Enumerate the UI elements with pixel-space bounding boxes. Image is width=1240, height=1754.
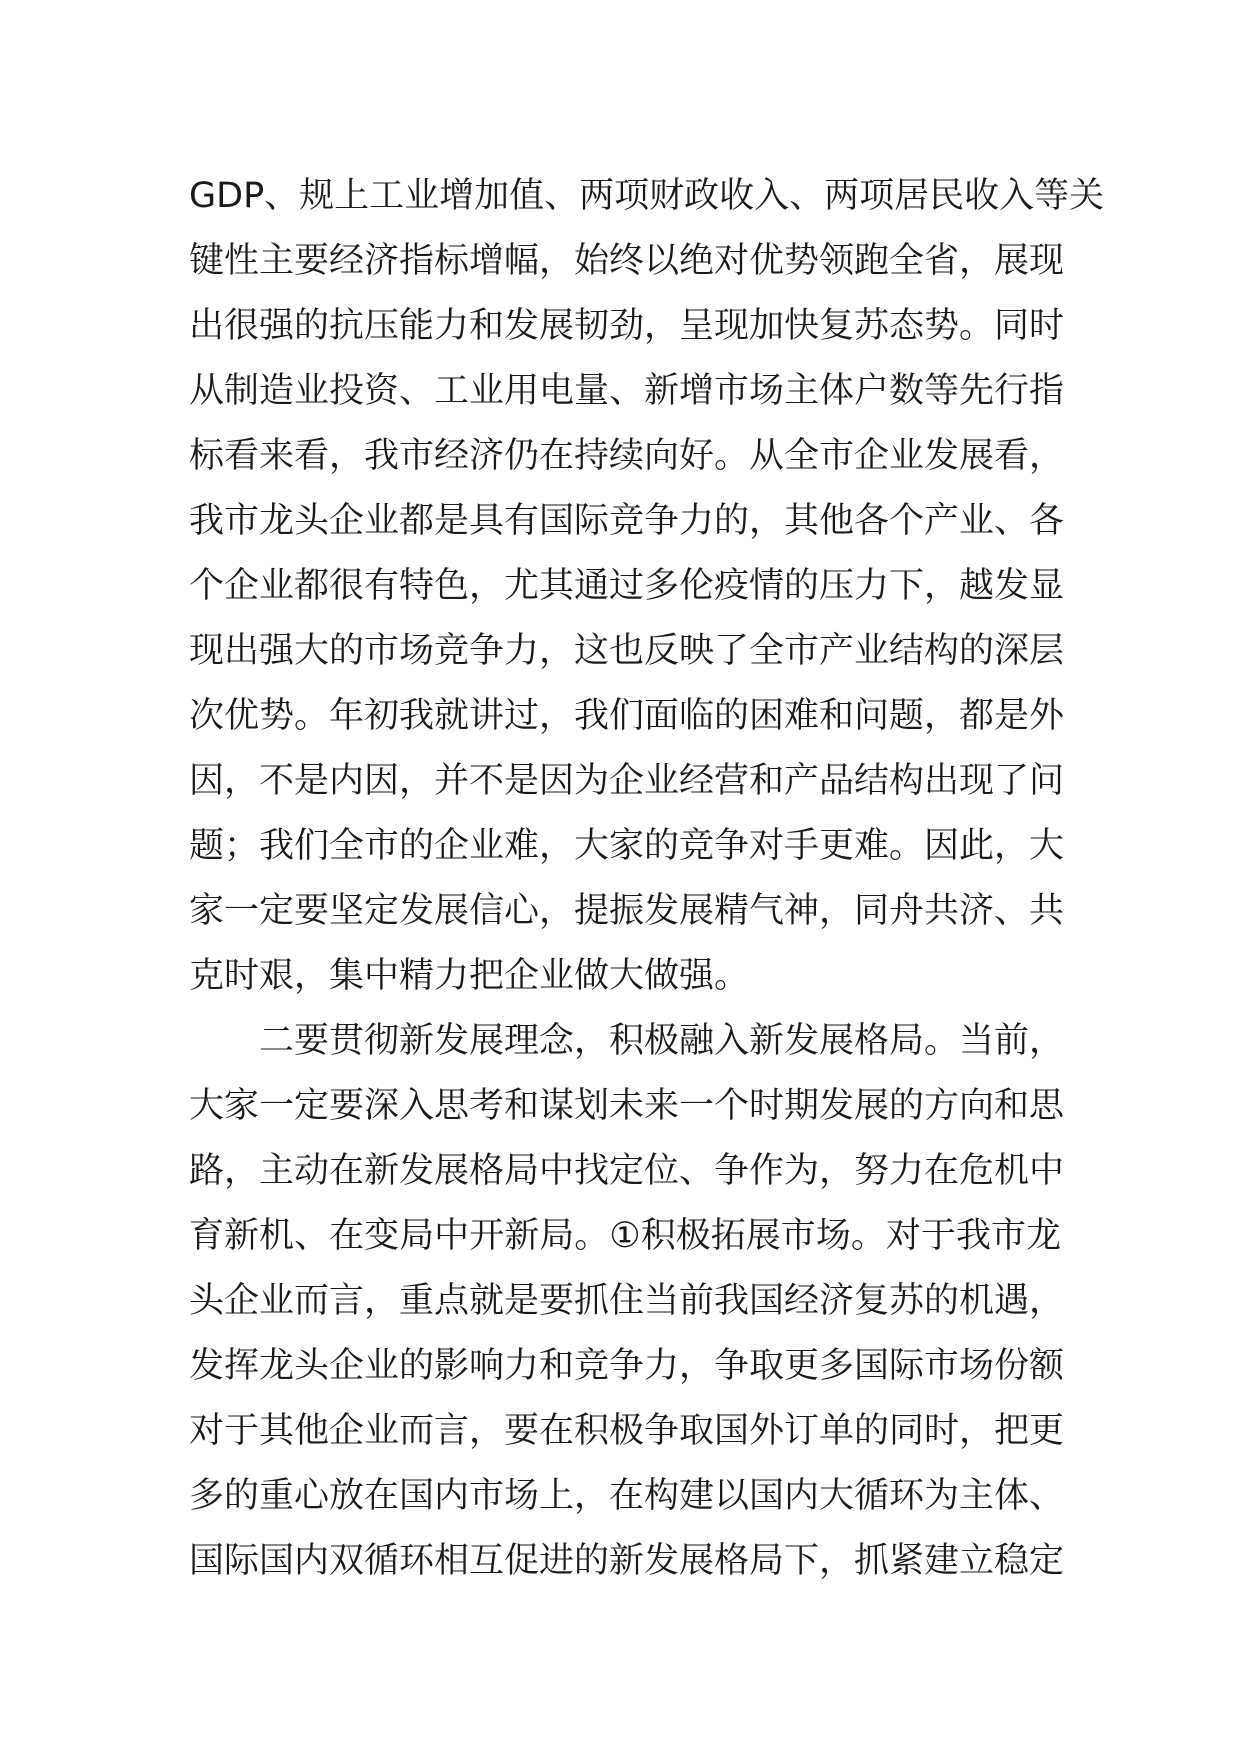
- text-line: 键性主要经济指标增幅，始终以绝对优势领跑全省，展现: [189, 241, 1065, 281]
- text-line: 题；我们全市的企业难，大家的竞争对手更难。因此，大: [189, 826, 1065, 866]
- text-line: 从制造业投资、工业用电量、新增市场主体户数等先行指: [189, 371, 1065, 411]
- text-line: 发挥龙头企业的影响力和竞争力，争取更多国际市场份额: [189, 1346, 1065, 1386]
- text-line: 个企业都很有特色，尤其通过多伦疫情的压力下，越发显: [189, 566, 1065, 606]
- paragraph-start-line: 二要贯彻新发展理念，积极融入新发展格局。当前，: [259, 1021, 1065, 1061]
- text-line: GDP、规上工业增加值、两项财政收入、两项居民收入等关: [189, 176, 1105, 216]
- text-line: 现出强大的市场竞争力，这也反映了全市产业结构的深层: [189, 631, 1065, 671]
- text-line: 大家一定要深入思考和谋划未来一个时期发展的方向和思: [189, 1086, 1065, 1126]
- text-line: 家一定要坚定发展信心，提振发展精气神，同舟共济、共: [189, 891, 1065, 931]
- text-line: 对于其他企业而言，要在积极争取国外订单的同时，把更: [189, 1411, 1065, 1451]
- text-line: 育新机、在变局中开新局。①积极拓展市场。对于我市龙: [189, 1216, 1061, 1256]
- text-line: 头企业而言，重点就是要抓住当前我国经济复苏的机遇，: [189, 1281, 1065, 1321]
- text-line: 标看来看，我市经济仍在持续向好。从全市企业发展看，: [189, 436, 1065, 476]
- text-line: 我市龙头企业都是具有国际竞争力的，其他各个产业、各: [189, 501, 1065, 541]
- text-line: 路，主动在新发展格局中找定位、争作为，努力在危机中: [189, 1151, 1065, 1191]
- text-line: 多的重心放在国内市场上，在构建以国内大循环为主体、: [189, 1476, 1065, 1516]
- text-line: 出很强的抗压能力和发展韧劲，呈现加快复苏态势。同时: [189, 306, 1065, 346]
- text-line: 国际国内双循环相互促进的新发展格局下，抓紧建立稳定: [189, 1541, 1065, 1581]
- text-line: 次优势。年初我就讲过，我们面临的困难和问题，都是外: [189, 696, 1065, 736]
- text-line: 因，不是内因，并不是因为企业经营和产品结构出现了问: [189, 761, 1065, 801]
- body-text: [189, 164, 1105, 1594]
- text-line: 克时艰，集中精力把企业做大做强。: [189, 956, 750, 996]
